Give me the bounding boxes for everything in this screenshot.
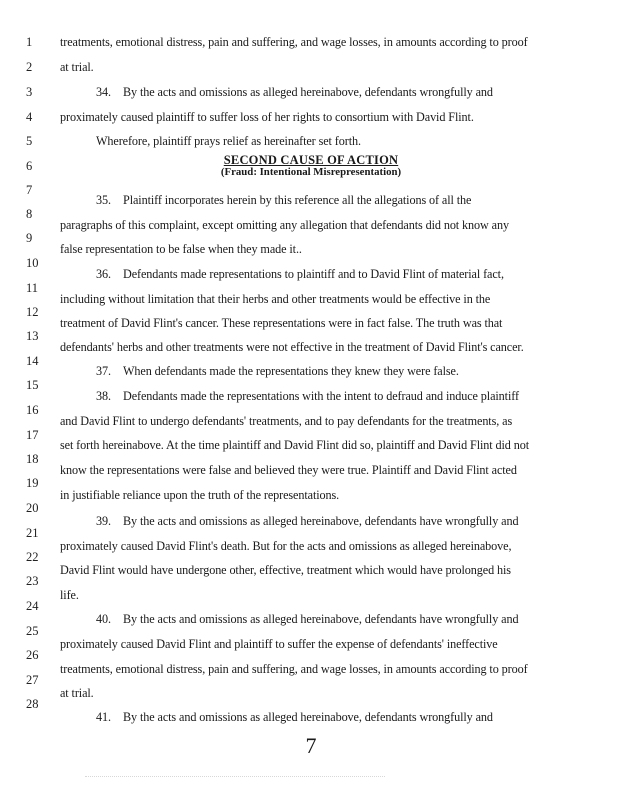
paragraph-36: 36. Defendants made representations to plaintiff and to David Flint of material fact, <box>96 267 504 281</box>
line-number: 28 <box>26 697 39 711</box>
paragraph-39: 39. By the acts and omissions as alleged hereinabove, defendants have wrongfully and <box>96 514 519 528</box>
text-line: proximately caused David Flint and plaintiff to suffer the expense of defendants' ineffective <box>60 637 498 651</box>
text-line: treatments, emotional distress, pain and suffering, and wage losses, in amounts according to proof <box>60 35 528 49</box>
line-number: 19 <box>26 476 39 490</box>
line-number: 12 <box>26 305 39 319</box>
text-line: including without limitation that their herbs and other treatments would be effective in the <box>60 292 491 306</box>
text-line: and David Flint to undergo defendants' treatments, and to pay defendants for the treatments, as <box>60 414 513 428</box>
line-number: 1 <box>26 35 33 49</box>
line-number: 17 <box>26 428 39 442</box>
paragraph-35: 35. Plaintiff incorporates herein by this reference all the allegations of all the <box>96 193 472 207</box>
line-number: 15 <box>26 378 39 392</box>
line-number: 5 <box>26 134 33 148</box>
text-line: defendants' herbs and other treatments were not effective in the treatment of David Flint's cancer. <box>60 340 524 354</box>
line-number: 16 <box>26 403 39 417</box>
line-number: 26 <box>26 648 39 662</box>
line-number: 22 <box>26 550 39 564</box>
text-line: false representation to be false when they made it.. <box>60 242 302 256</box>
line-number: 27 <box>26 673 39 687</box>
page-number: 7 <box>305 733 317 758</box>
paragraph-37: 37. When defendants made the representations they knew they were false. <box>96 364 459 378</box>
text-line: set forth hereinabove. At the time plaintiff and David Flint did so, plaintiff and David Flint did not <box>60 438 529 452</box>
text-line: proximately caused plaintiff to suffer loss of her rights to consortium with David Flint. <box>60 110 474 124</box>
line-number: 23 <box>26 574 39 588</box>
text-line: at trial. <box>60 686 94 700</box>
line-number: 9 <box>26 231 33 245</box>
text-line: David Flint would have undergone other, effective, treatment which would have prolonged his <box>60 563 511 577</box>
line-number: 8 <box>26 207 33 221</box>
paragraph-38: 38. Defendants made the representations with the intent to defraud and induce plaintiff <box>96 389 519 403</box>
line-number: 2 <box>26 60 33 74</box>
text-line: know the representations were false and believed they were true. Plaintiff and David Flint acted <box>60 463 517 477</box>
section-subheading: (Fraud: Intentional Misrepresentation) <box>220 166 402 178</box>
paragraph-40: 40. By the acts and omissions as alleged hereinabove, defendants have wrongfully and <box>96 612 519 626</box>
line-number: 24 <box>26 599 39 613</box>
line-number: 6 <box>26 159 33 173</box>
line-number: 10 <box>26 256 39 270</box>
line-number: 3 <box>26 85 33 99</box>
line-number: 18 <box>26 452 39 466</box>
line-number: 7 <box>26 183 33 197</box>
text-line: at trial. <box>60 60 94 74</box>
line-number: 21 <box>26 526 39 540</box>
text-line: treatment of David Flint's cancer. These representations were in fact false. The truth was that <box>60 316 503 330</box>
paragraph-34: 34. By the acts and omissions as alleged hereinabove, defendants wrongfully and <box>96 85 493 99</box>
line-number: 13 <box>26 329 39 343</box>
paragraph-41: 41. By the acts and omissions as alleged hereinabove, defendants wrongfully and <box>96 710 493 724</box>
line-number: 20 <box>26 501 39 515</box>
text-line: treatments, emotional distress, pain and suffering, and wage losses, in amounts according to proof <box>60 662 528 676</box>
line-number: 11 <box>26 281 39 295</box>
text-line: proximately caused David Flint's death. But for the acts and omissions as alleged hereinabove, <box>60 539 512 553</box>
prayer-line: Wherefore, plaintiff prays relief as hereinafter set forth. <box>96 134 361 148</box>
faint-bleed-line <box>85 776 385 783</box>
text-line: paragraphs of this complaint, except omitting any allegation that defendants did not know any <box>60 218 509 232</box>
line-number: 4 <box>26 110 33 124</box>
line-number: 14 <box>26 354 39 368</box>
text-line: life. <box>60 588 79 602</box>
section-heading: SECOND CAUSE OF ACTION <box>223 153 399 167</box>
text-line: in justifiable reliance upon the truth of the representations. <box>60 488 340 502</box>
line-number: 25 <box>26 624 39 638</box>
